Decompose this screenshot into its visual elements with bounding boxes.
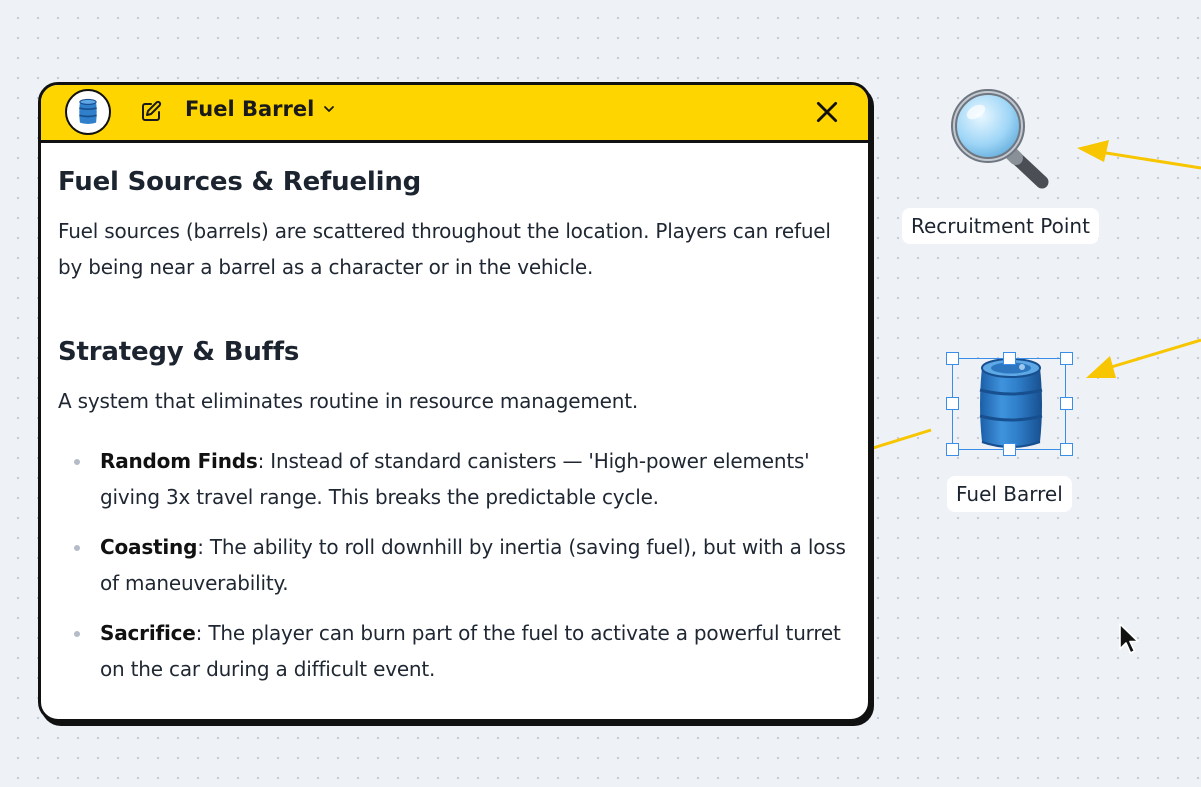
bullet-list	[58, 443, 850, 687]
list-item-text: : The ability to roll downhill by inertia (saving fuel), but with a loss of maneuverability.	[100, 535, 846, 595]
magnifier-icon	[944, 84, 1054, 194]
selection-box	[952, 358, 1066, 450]
list-item-term: Random Finds	[100, 449, 258, 473]
node-label: Recruitment Point	[902, 208, 1099, 244]
resize-handle-s[interactable]	[1003, 443, 1016, 456]
list-item-text: : The player can burn part of the fuel to activate a powerful turret on the car during a difficult event.	[100, 621, 841, 681]
resize-handle-se[interactable]	[1060, 443, 1073, 456]
section-heading: Strategy & Buffs	[58, 337, 300, 367]
section-paragraph: A system that eliminates routine in resource management.	[58, 389, 639, 413]
close-icon[interactable]	[814, 99, 840, 125]
list-item	[58, 615, 850, 687]
mouse-cursor-icon	[1118, 622, 1140, 656]
node-details-popup	[38, 82, 871, 722]
edge-from-fuel-barrel[interactable]	[873, 430, 931, 448]
list-item	[58, 529, 850, 601]
chevron-down-icon	[322, 102, 336, 116]
list-item-term: Sacrifice	[100, 621, 196, 645]
edge-to-recruitment-point[interactable]	[1100, 152, 1201, 168]
popup-header	[41, 85, 868, 143]
list-item-text: : Instead of standard canisters — 'High-power elements' giving 3x travel range. This breaks the predictable cycle.	[100, 449, 810, 509]
barrel-icon	[78, 98, 98, 126]
edge-to-fuel-barrel[interactable]	[1108, 340, 1201, 368]
resize-handle-n[interactable]	[1003, 352, 1016, 365]
node-recruitment-point[interactable]	[900, 82, 1096, 247]
popup-body	[41, 143, 868, 687]
resize-handle-w[interactable]	[946, 397, 959, 410]
resize-handle-nw[interactable]	[946, 352, 959, 365]
list-item-term: Coasting	[100, 535, 198, 559]
edge-arrowhead	[1086, 356, 1116, 378]
node-title-dropdown[interactable]	[185, 97, 336, 121]
node-label: Fuel Barrel	[947, 476, 1072, 512]
node-title: Fuel Barrel	[185, 97, 315, 121]
resize-handle-sw[interactable]	[946, 443, 959, 456]
node-avatar	[65, 89, 111, 135]
section-heading: Fuel Sources & Refueling	[58, 167, 422, 197]
node-fuel-barrel[interactable]	[940, 350, 1080, 520]
edit-icon[interactable]	[139, 100, 163, 124]
list-item	[58, 443, 850, 515]
resize-handle-e[interactable]	[1060, 397, 1073, 410]
resize-handle-ne[interactable]	[1060, 352, 1073, 365]
section-paragraph: Fuel sources (barrels) are scattered throughout the location. Players can refuel by being near a barrel as a character or in the vehicle.	[58, 219, 831, 279]
